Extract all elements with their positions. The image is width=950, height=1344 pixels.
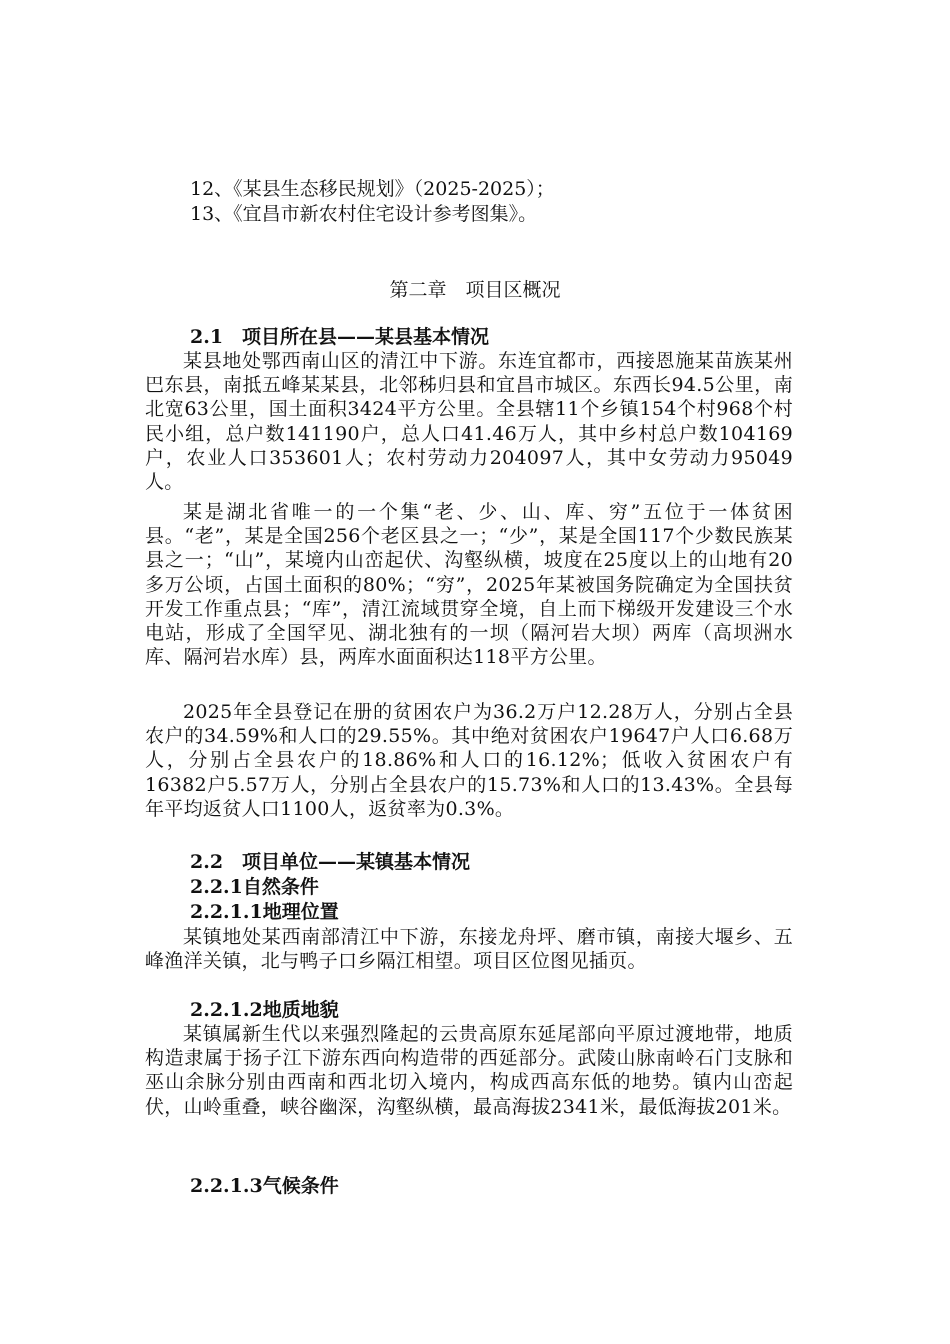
landform-paragraph: 某镇属新生代以来强烈隆起的云贵高原东延尾部向平原过渡地带，地质构造隶属于扬子江下游东西向构造带的西延部分。武陵山脉南岭石门支脉和巫山余脉分别由西南和西北切入境内，构成西高东低的地势。镇内山峦起伏，山岭重叠，峡谷幽深，沟壑纵横，最高海拔2341米，最低海拔201米。 [145,1023,793,1118]
section-2-1-paragraph-1: 某县地处鄂西南山区的清江中下游。东连宜都市，西接恩施某苗族某州巴东县，南抵五峰某某县，北邻秭归县和宜昌市城区。东西长94.5公里，南北宽63公里，国土面积3424平方公里。全县辖11个乡镇154个村968个村民小组，总户数141190户，总人口41.46万人，其中乡村总户数104169户，农业人口353601人；农村劳动力204097人，其中女劳动力95049人。 [145,350,793,494]
section-2-2-1-heading: 2.2.1自然条件 [190,876,319,898]
section-2-1-paragraph-2: 某是湖北省唯一的一个集“老、少、山、库、穷”五位于一体贫困县。“老”，某是全国256个老区县之一；“少”，某是全国117个少数民族某县之一；“山”，某境内山峦起伏、沟壑纵横，坡度在25度以上的山地有20多万公顷，占国土面积的80%；“穷”，2025年某被国务院确定为全国扶贫开发工作重点县；“库”，清江流域贯穿全境，自上而下梯级开发建设三个水电站，形成了全国罕见、湖北独有的一坝（隔河岩大坝）两库（高坝洲水库、隔河岩水库）县，两库水面面积达118平方公里。 [145,501,793,669]
section-2-2-1-3-heading: 2.2.1.3气候条件 [190,1175,339,1197]
section-2-1-paragraph-3: 2025年全县登记在册的贫困农户为36.2万户12.28万人，分别占全县农户的34.59%和人口的29.55%。其中绝对贫困农户19647户人口6.68万人，分别占全县农户的18.86%和人口的16.12%；低收入贫困农户有16382户5.57万人，分别占全县农户的15.73%和人口的13.43%。全县每年平均返贫人口1100人，返贫率为0.3%。 [145,701,793,820]
section-2-1-heading: 2.1 项目所在县——某县基本情况 [190,326,490,348]
section-2-2-heading: 2.2 项目单位——某镇基本情况 [190,851,471,873]
geography-paragraph: 某镇地处某西南部清江中下游，东接龙舟坪、磨市镇，南接大堰乡、五峰渔洋关镇，北与鸭子口乡隔江相望。项目区位图见插页。 [145,926,793,973]
reference-item-13: 13、《宜昌市新农村住宅设计参考图集》。 [190,203,538,225]
section-2-2-1-2-heading: 2.2.1.2地质地貌 [190,999,339,1021]
chapter-title: 第二章 项目区概况 [389,279,561,301]
section-2-2-1-1-heading: 2.2.1.1地理位置 [190,901,339,923]
reference-item-12: 12、《某县生态移民规划》（2025-2025）； [190,178,555,200]
